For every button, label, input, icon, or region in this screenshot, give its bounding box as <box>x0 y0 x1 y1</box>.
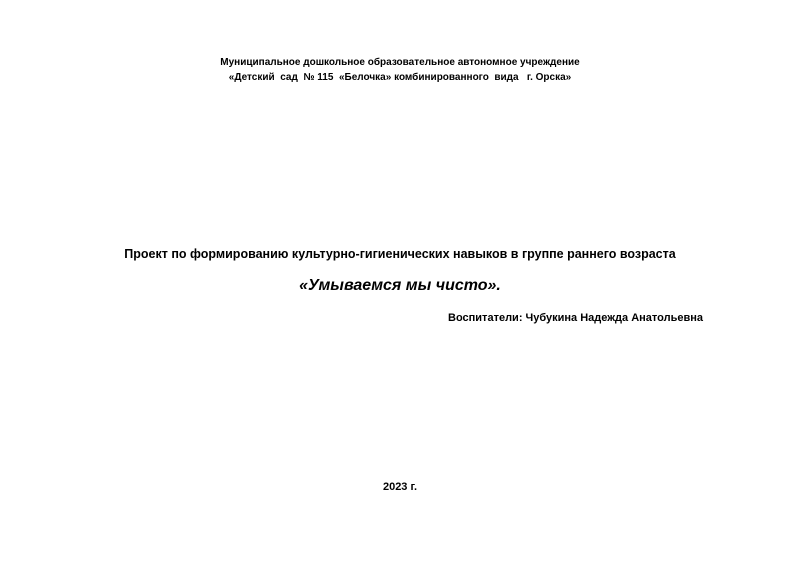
institution-name-line2: «Детский сад № 115 «Белочка» комбинированного вида г. Орска» <box>228 72 572 83</box>
year-label: 2023 г. <box>382 481 418 493</box>
educators-line: Воспитатели: Чубукина Надежда Анатольевна <box>448 312 703 324</box>
institution-name-line1: Муниципальное дошкольное образовательное автономное учреждение <box>220 57 580 68</box>
institution-header <box>0 55 800 85</box>
project-name: «Умываемся мы чисто». <box>299 277 501 294</box>
project-title: Проект по формированию культурно-гигиенических навыков в группе раннего возраста <box>124 247 676 261</box>
